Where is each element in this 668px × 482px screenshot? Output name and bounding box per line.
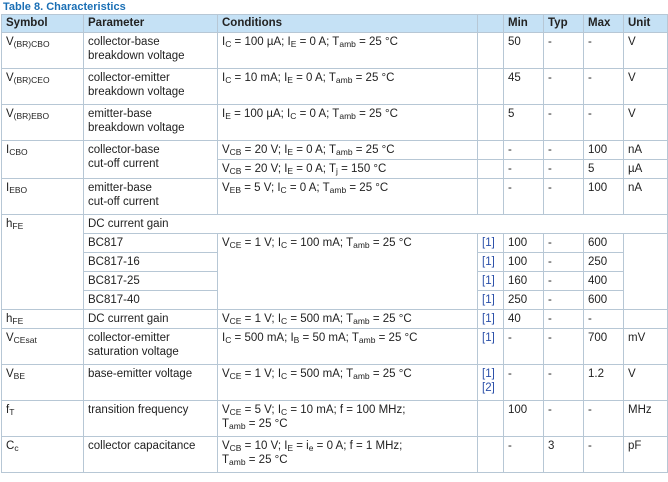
min-cell: 50 xyxy=(504,33,544,69)
header-row xyxy=(2,15,668,33)
parameter-cell xyxy=(84,69,218,105)
min-cell: 160 xyxy=(504,272,544,291)
parameter-text: cut-off current xyxy=(88,196,159,208)
conditions-subscript: CB xyxy=(229,166,242,176)
symbol-subscript: FE xyxy=(12,221,24,231)
conditions-text: = 10 V; I xyxy=(241,440,288,452)
max-cell: 250 xyxy=(584,253,624,272)
conditions-text: V xyxy=(222,313,230,325)
parameter-cell xyxy=(84,329,218,365)
table-row xyxy=(2,234,668,253)
conditions-subscript: amb xyxy=(339,39,356,49)
conditions-subscript: CB xyxy=(229,443,242,453)
max-cell: 100 xyxy=(584,141,624,160)
unit-cell xyxy=(624,272,668,291)
conditions-text: = 100 µA; I xyxy=(231,36,291,48)
unit-cell: mV xyxy=(624,329,668,365)
parameter-cell xyxy=(84,310,218,329)
conditions-text: V xyxy=(222,182,230,194)
conditions-cell xyxy=(218,437,478,473)
max-cell: - xyxy=(584,33,624,69)
header-ref xyxy=(478,15,504,33)
variant-cell: BC817 xyxy=(84,234,218,253)
ref-cell xyxy=(478,329,504,365)
header-unit: Unit xyxy=(624,15,668,33)
conditions-subscript: E xyxy=(225,111,231,121)
conditions-text: = 25 °C xyxy=(369,237,412,249)
ref-cell xyxy=(478,69,504,105)
conditions-text: = 20 V; I xyxy=(241,144,288,156)
symbol-cell xyxy=(2,401,84,437)
conditions-subscript: amb xyxy=(353,371,370,381)
typ-cell: - xyxy=(544,160,584,179)
conditions-subscript: EB xyxy=(229,185,242,195)
symbol-subscript: FE xyxy=(12,316,24,326)
conditions-text: V xyxy=(222,144,230,156)
unit-cell: pF xyxy=(624,437,668,473)
variant-cell: BC817-25 xyxy=(84,272,218,291)
max-cell: - xyxy=(584,69,624,105)
parameter-text: breakdown voltage xyxy=(88,50,185,62)
max-cell: 700 xyxy=(584,329,624,365)
unit-cell: MHz xyxy=(624,401,668,437)
min-cell: - xyxy=(504,365,544,401)
symbol-subscript: EBO xyxy=(9,185,28,195)
variant-cell: BC817-16 xyxy=(84,253,218,272)
max-cell: - xyxy=(584,401,624,437)
ref-cell xyxy=(478,234,504,253)
unit-cell xyxy=(624,234,668,253)
symbol-cell xyxy=(2,437,84,473)
conditions-text: = 25 °C xyxy=(369,368,412,380)
ref-cell xyxy=(478,310,504,329)
typ-cell: - xyxy=(544,272,584,291)
symbol-subscript: (BR)EBO xyxy=(13,111,50,121)
typ-cell: - xyxy=(544,310,584,329)
conditions-subscript: E xyxy=(287,166,294,176)
conditions-subscript: C xyxy=(280,185,287,195)
footnote-ref: [2] xyxy=(482,382,495,394)
typ-cell: - xyxy=(544,69,584,105)
conditions-text: T xyxy=(222,418,230,430)
conditions-cell xyxy=(218,310,478,329)
table-row xyxy=(2,437,668,473)
max-cell: 1.2 xyxy=(584,365,624,401)
max-cell: - xyxy=(584,437,624,473)
conditions-text: = 500 mA; I xyxy=(231,332,294,344)
symbol-text: V xyxy=(6,332,14,344)
footnote-ref: [1] xyxy=(482,275,495,287)
symbol-cell xyxy=(2,215,84,310)
conditions-text: = 0 A; T xyxy=(292,72,336,84)
max-cell: 5 xyxy=(584,160,624,179)
footnote-ref: [1] xyxy=(482,256,495,268)
parameter-text: DC current gain xyxy=(88,313,169,325)
conditions-text: = 0 A; T xyxy=(293,144,337,156)
parameter-cell xyxy=(84,141,218,179)
parameter-cell xyxy=(84,401,218,437)
table-row xyxy=(2,69,668,105)
unit-cell xyxy=(624,291,668,310)
conditions-text: = 500 mA; T xyxy=(287,313,354,325)
conditions-text: = 1 V; I xyxy=(241,368,282,380)
conditions-subscript: CE xyxy=(229,240,242,250)
symbol-text: I xyxy=(6,182,10,194)
conditions-text: I xyxy=(222,36,226,48)
conditions-subscript: amb xyxy=(358,335,376,345)
parameter-cell xyxy=(84,437,218,473)
conditions-subscript: B xyxy=(293,335,300,345)
conditions-text: = 25 °C xyxy=(352,144,395,156)
conditions-text: = 20 V; I xyxy=(241,163,288,175)
symbol-text: V xyxy=(6,72,14,84)
conditions-text: = 0 A; T xyxy=(293,163,337,175)
parameter-text: cut-off current xyxy=(88,158,159,170)
conditions-subscript: amb xyxy=(329,185,347,195)
typ-cell: - xyxy=(544,401,584,437)
symbol-subscript: c xyxy=(14,443,19,453)
symbol-subscript: BE xyxy=(13,371,26,381)
unit-cell: nA xyxy=(624,179,668,215)
ref-cell xyxy=(478,291,504,310)
unit-cell: µA xyxy=(624,160,668,179)
conditions-text: = 0 A; T xyxy=(296,36,340,48)
symbol-text: C xyxy=(6,440,15,452)
unit-cell: V xyxy=(624,69,668,105)
conditions-subscript: amb xyxy=(335,75,353,85)
max-cell: - xyxy=(584,310,624,329)
parameter-text: breakdown voltage xyxy=(88,122,185,134)
typ-cell: - xyxy=(544,33,584,69)
symbol-text: V xyxy=(6,108,14,120)
conditions-subscript: C xyxy=(225,75,232,85)
max-cell: 600 xyxy=(584,234,624,253)
parameter-text: collector-base xyxy=(88,36,160,48)
conditions-subscript: CE xyxy=(229,371,242,381)
variant-cell: BC817-40 xyxy=(84,291,218,310)
min-cell: 45 xyxy=(504,69,544,105)
conditions-text: = 0 A; T xyxy=(296,108,340,120)
conditions-text: = 100 mA; T xyxy=(287,237,354,249)
conditions-subscript: E xyxy=(287,147,294,157)
symbol-cell xyxy=(2,141,84,179)
conditions-text: I xyxy=(222,108,226,120)
parameter-text: breakdown voltage xyxy=(88,86,185,98)
conditions-text: V xyxy=(222,440,230,452)
parameter-text: emitter-base xyxy=(88,182,152,194)
min-cell: 40 xyxy=(504,310,544,329)
footnote-ref: [1] xyxy=(482,237,495,249)
symbol-text: f xyxy=(6,404,10,416)
characteristics-table xyxy=(1,14,668,473)
typ-cell: - xyxy=(544,105,584,141)
conditions-text: = 25 °C xyxy=(355,108,398,120)
table-row xyxy=(2,310,668,329)
conditions-text: = 25 °C xyxy=(375,332,418,344)
conditions-cell xyxy=(218,141,478,160)
footnote-ref: [1] xyxy=(482,313,495,325)
table-caption: Table 8. Characteristics xyxy=(3,1,126,13)
ref-cell xyxy=(478,253,504,272)
symbol-cell xyxy=(2,365,84,401)
min-cell: - xyxy=(504,160,544,179)
symbol-subscript: CBO xyxy=(9,147,28,157)
conditions-subscript: C xyxy=(225,39,232,49)
conditions-text: V xyxy=(222,404,230,416)
min-cell: 250 xyxy=(504,291,544,310)
conditions-cell xyxy=(218,160,478,179)
conditions-cell xyxy=(218,365,478,401)
header-min: Min xyxy=(504,15,544,33)
conditions-text: V xyxy=(222,368,230,380)
symbol-text: V xyxy=(6,36,14,48)
conditions-text: = 25 °C xyxy=(245,418,288,430)
conditions-text: = i xyxy=(293,440,309,452)
conditions-text: V xyxy=(222,163,230,175)
header-max: Max xyxy=(584,15,624,33)
conditions-text: = 500 mA; T xyxy=(287,368,354,380)
conditions-text: = 25 °C xyxy=(346,182,389,194)
typ-cell: - xyxy=(544,179,584,215)
conditions-text: = 5 V; I xyxy=(241,182,281,194)
conditions-subscript: j xyxy=(336,166,338,176)
conditions-subscript: amb xyxy=(229,421,246,431)
ref-cell xyxy=(478,365,504,401)
min-cell: 100 xyxy=(504,234,544,253)
ref-cell xyxy=(478,401,504,437)
conditions-text: T xyxy=(222,454,230,466)
conditions-text: = 25 °C xyxy=(369,313,412,325)
table-row xyxy=(2,105,668,141)
typ-cell: - xyxy=(544,141,584,160)
header-symbol: Symbol xyxy=(2,15,84,33)
parameter-cell xyxy=(84,33,218,69)
table-row xyxy=(2,33,668,69)
symbol-cell xyxy=(2,179,84,215)
parameter-text: collector-emitter xyxy=(88,332,170,344)
conditions-text: = 10 mA; f = 100 MHz; xyxy=(287,404,406,416)
ref-cell xyxy=(478,33,504,69)
symbol-cell xyxy=(2,310,84,329)
conditions-cell xyxy=(218,234,478,310)
conditions-subscript: C xyxy=(281,316,288,326)
conditions-subscript: C xyxy=(281,371,288,381)
symbol-text: h xyxy=(6,218,13,230)
typ-cell: - xyxy=(544,365,584,401)
symbol-cell xyxy=(2,105,84,141)
conditions-cell xyxy=(218,33,478,69)
symbol-subscript: (BR)CBO xyxy=(13,39,50,49)
min-cell: - xyxy=(504,437,544,473)
typ-cell: - xyxy=(544,291,584,310)
max-cell: 600 xyxy=(584,291,624,310)
table-row xyxy=(2,329,668,365)
ref-cell xyxy=(478,160,504,179)
parameter-cell xyxy=(84,365,218,401)
conditions-cell xyxy=(218,105,478,141)
header-parameter: Parameter xyxy=(84,15,218,33)
unit-cell: V xyxy=(624,105,668,141)
conditions-text: = 100 µA; I xyxy=(230,108,291,120)
max-cell: 100 xyxy=(584,179,624,215)
conditions-text: I xyxy=(222,72,226,84)
conditions-text: = 50 mA; T xyxy=(299,332,359,344)
max-cell: 400 xyxy=(584,272,624,291)
conditions-text: = 5 V; I xyxy=(241,404,282,416)
ref-cell xyxy=(478,437,504,473)
unit-cell: nA xyxy=(624,141,668,160)
conditions-subscript: E xyxy=(287,75,293,85)
conditions-subscript: amb xyxy=(353,240,370,250)
typ-cell: - xyxy=(544,253,584,272)
symbol-text: V xyxy=(6,368,14,380)
parameter-text: collector capacitance xyxy=(88,440,196,452)
symbol-cell xyxy=(2,33,84,69)
conditions-subscript: CE xyxy=(229,316,242,326)
conditions-subscript: C xyxy=(281,407,288,417)
conditions-text: = 0 A; T xyxy=(286,182,330,194)
symbol-subscript: CEsat xyxy=(13,335,37,345)
unit-cell xyxy=(624,310,668,329)
conditions-subscript: CE xyxy=(229,407,242,417)
typ-cell: - xyxy=(544,234,584,253)
typ-cell: - xyxy=(544,329,584,365)
conditions-subscript: C xyxy=(290,111,297,121)
min-cell: 100 xyxy=(504,253,544,272)
conditions-cell xyxy=(218,69,478,105)
parameter-text: base-emitter voltage xyxy=(88,368,193,380)
conditions-text: = 10 mA; I xyxy=(231,72,288,84)
conditions-text: I xyxy=(222,332,226,344)
conditions-subscript: C xyxy=(281,240,288,250)
conditions-subscript: C xyxy=(225,335,232,345)
parameter-cell xyxy=(84,105,218,141)
conditions-subscript: amb xyxy=(353,316,370,326)
parameter-text: emitter-base xyxy=(88,108,152,120)
footnote-ref: [1] xyxy=(482,368,495,380)
ref-cell xyxy=(478,105,504,141)
header-conditions: Conditions xyxy=(218,15,478,33)
table-row xyxy=(2,401,668,437)
conditions-cell xyxy=(218,329,478,365)
ref-cell xyxy=(478,272,504,291)
conditions-text: = 25 °C xyxy=(352,72,395,84)
symbol-cell xyxy=(2,329,84,365)
min-cell: 100 xyxy=(504,401,544,437)
conditions-text: = 0 A; f = 1 MHz; xyxy=(313,440,403,452)
min-cell: - xyxy=(504,329,544,365)
conditions-subscript: E xyxy=(287,443,294,453)
conditions-subscript: amb xyxy=(336,147,353,157)
symbol-text: h xyxy=(6,313,13,325)
unit-cell: V xyxy=(624,365,668,401)
min-cell: - xyxy=(504,179,544,215)
min-cell: 5 xyxy=(504,105,544,141)
table-row xyxy=(2,215,668,234)
unit-cell xyxy=(624,253,668,272)
footnote-ref: [1] xyxy=(482,332,495,344)
conditions-subscript: amb xyxy=(339,111,356,121)
table-row xyxy=(2,141,668,160)
parameter-cell xyxy=(84,179,218,215)
conditions-text: = 1 V; I xyxy=(241,313,282,325)
conditions-text: = 150 °C xyxy=(337,163,387,175)
footnote-ref: [1] xyxy=(482,294,495,306)
conditions-text: = 25 °C xyxy=(245,454,288,466)
symbol-cell xyxy=(2,69,84,105)
conditions-subscript: e xyxy=(308,443,314,453)
conditions-cell xyxy=(218,179,478,215)
parameter-text: transition frequency xyxy=(88,404,189,416)
conditions-text: = 1 V; I xyxy=(241,237,282,249)
ref-cell xyxy=(478,141,504,160)
conditions-subscript: CB xyxy=(229,147,242,157)
symbol-subscript: T xyxy=(9,407,15,417)
parameter-text: collector-base xyxy=(88,144,160,156)
conditions-text: = 25 °C xyxy=(355,36,398,48)
max-cell: - xyxy=(584,105,624,141)
table-row xyxy=(2,365,668,401)
group-title-cell: DC current gain xyxy=(84,215,668,234)
conditions-text: V xyxy=(222,237,230,249)
conditions-subscript: amb xyxy=(229,457,246,467)
conditions-subscript: E xyxy=(290,39,297,49)
symbol-text: I xyxy=(6,144,10,156)
ref-cell xyxy=(478,179,504,215)
header-typ: Typ xyxy=(544,15,584,33)
symbol-subscript: (BR)CEO xyxy=(13,75,50,85)
table-row xyxy=(2,179,668,215)
conditions-cell xyxy=(218,401,478,437)
min-cell: - xyxy=(504,141,544,160)
unit-cell: V xyxy=(624,33,668,69)
parameter-text: saturation voltage xyxy=(88,346,179,358)
parameter-text: collector-emitter xyxy=(88,72,170,84)
typ-cell: 3 xyxy=(544,437,584,473)
